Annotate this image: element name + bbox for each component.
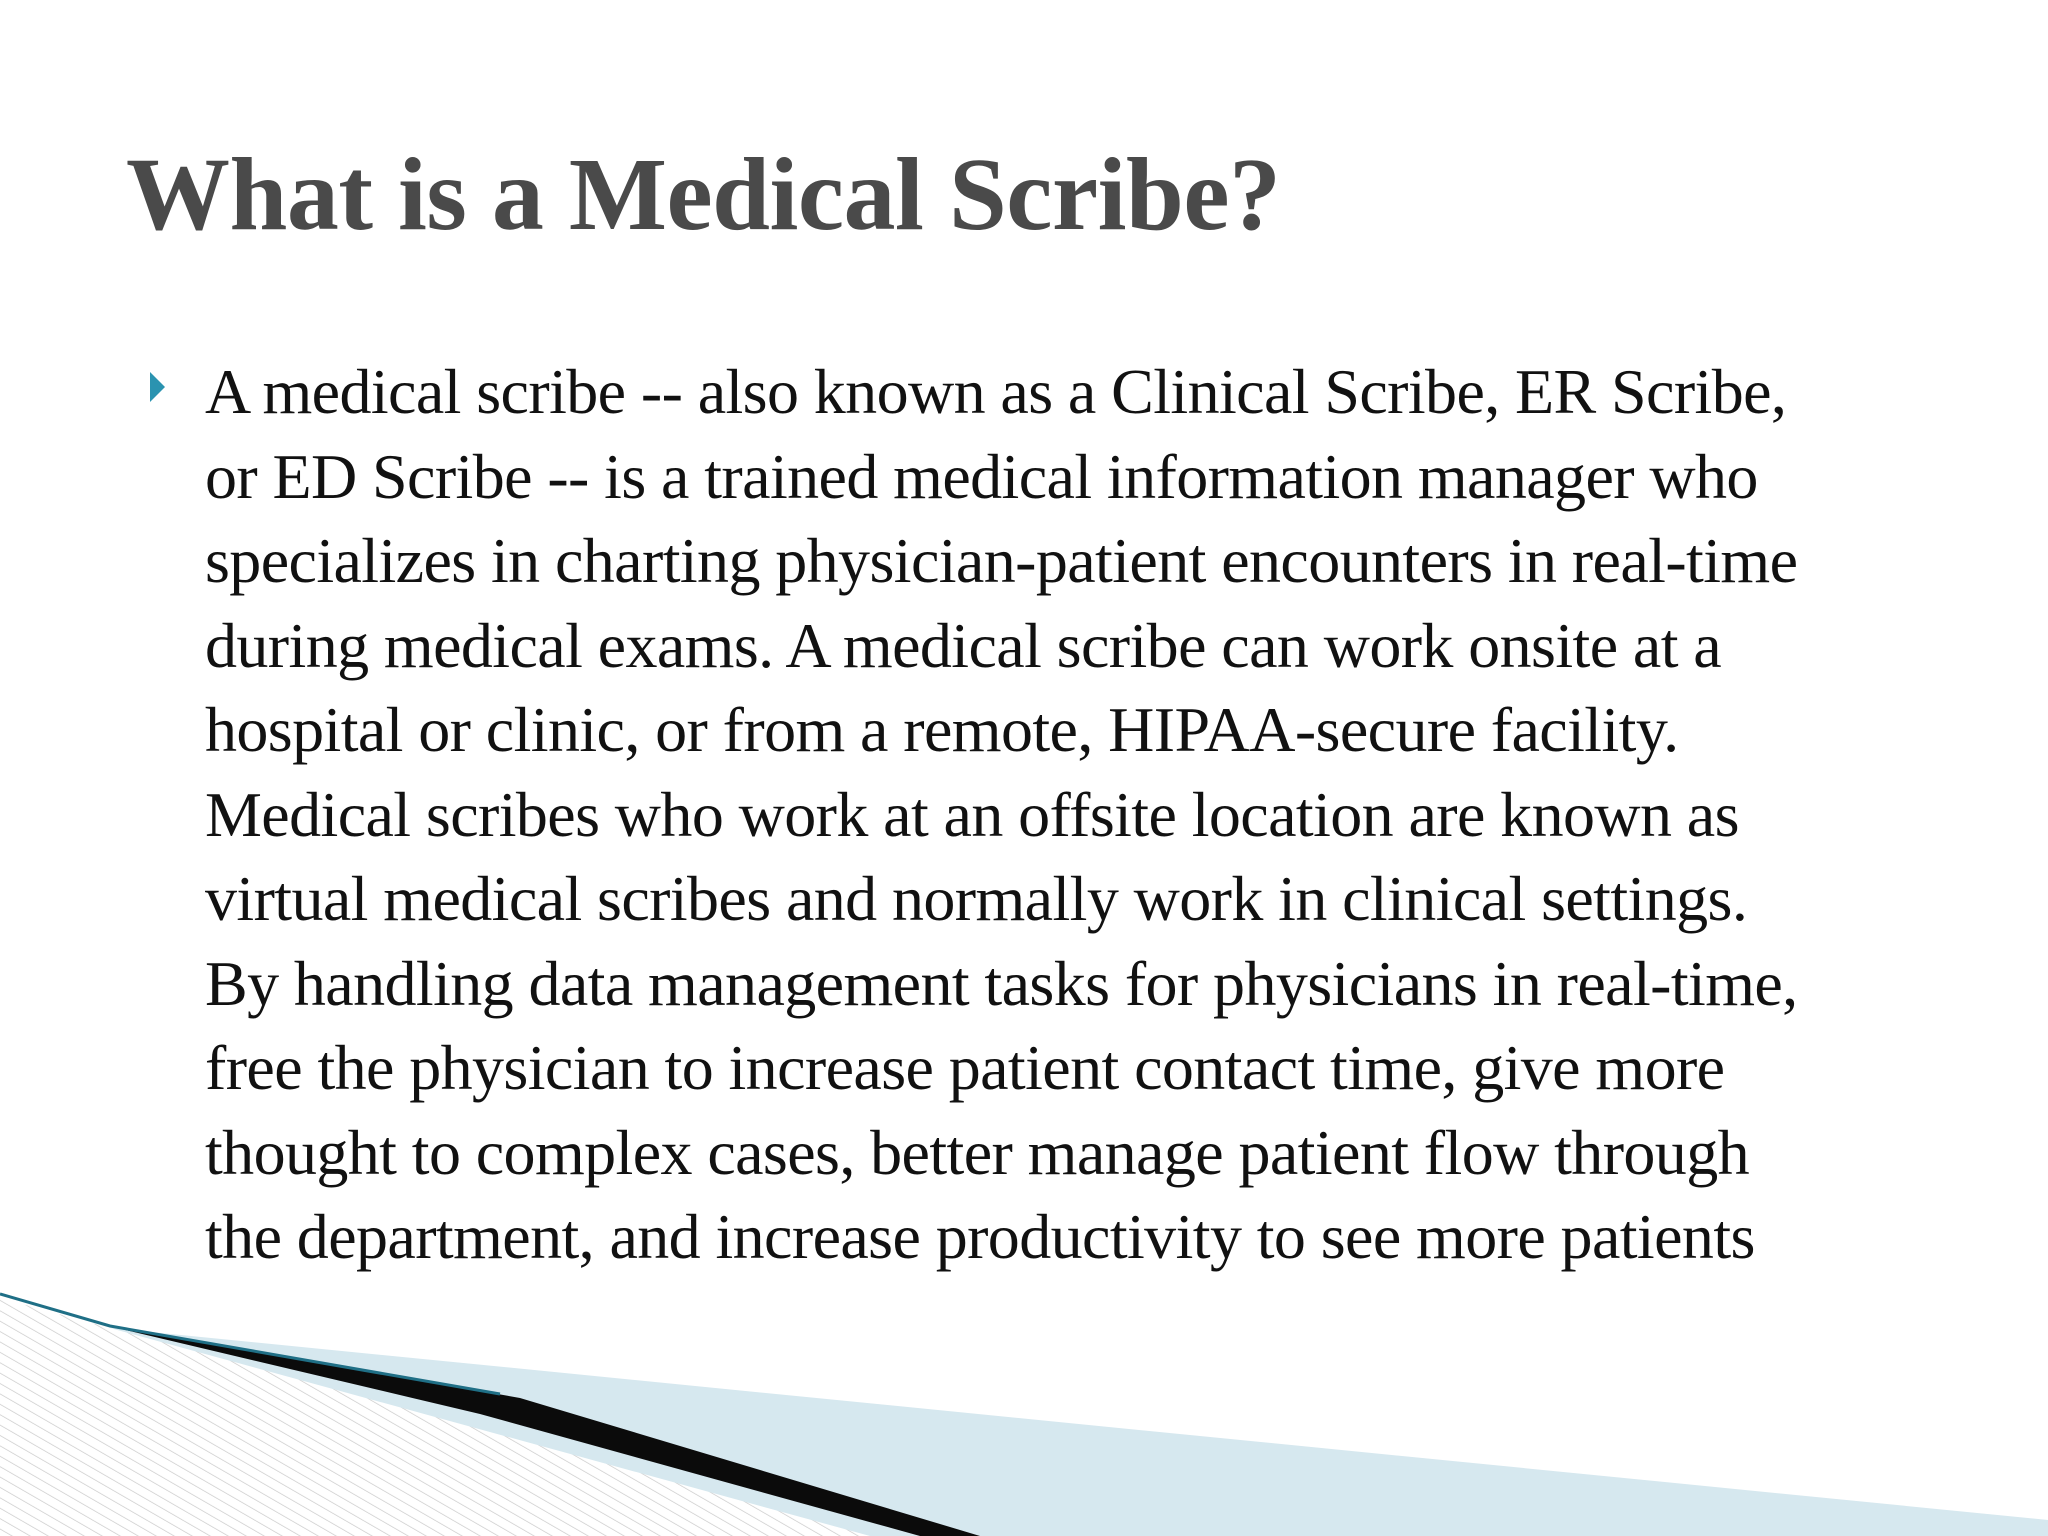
bullet-text-line: thought to complex cases, better manage patient flow through (205, 1116, 1750, 1188)
bullet-text-line: virtual medical scribes and normally work in clinical settings. (205, 863, 1748, 934)
bullet-text-line: hospital or clinic, or from a remote, HIPAA-secure facility. (205, 694, 1679, 765)
bullet-text (205, 350, 1798, 1280)
slide-title: What is a Medical Scribe? (126, 137, 1281, 252)
bullet-text-line: free the physician to increase patient contact time, give more (205, 1032, 1725, 1103)
bullet-text-line: or ED Scribe -- is a trained medical information manager who (205, 440, 1758, 512)
bullet-text-line: Medical scribes who work at an offsite location are known as (205, 778, 1739, 850)
decorative-swoosh (0, 1280, 2048, 1536)
bullet-text-line: specializes in charting physician-patient encounters in real-time (205, 525, 1798, 596)
bullet-text-line: during medical exams. A medical scribe can work onsite at a (205, 609, 1722, 681)
bullet-text-line: By handling data management tasks for physicians in real-time, (205, 947, 1798, 1019)
bullet-text-line: A medical scribe -- also known as a Clinical Scribe, ER Scribe, (205, 356, 1787, 427)
bullet-arrow-icon (150, 372, 165, 402)
bullet-text-line: the department, and increase productivity to see more patients (205, 1201, 1755, 1272)
